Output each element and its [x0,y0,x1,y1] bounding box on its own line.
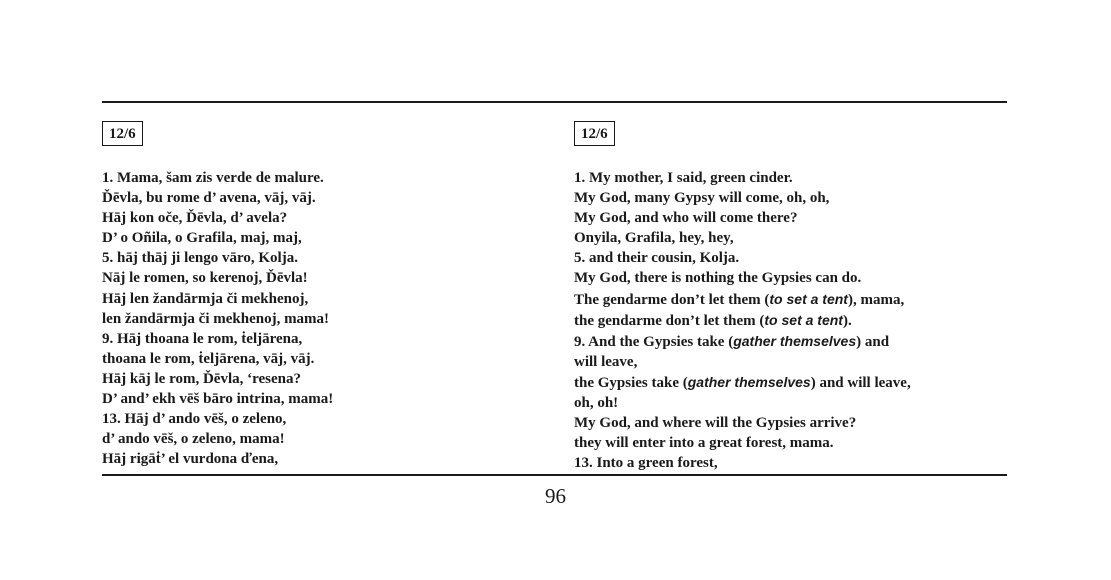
original-text-column [102,121,542,469]
translated-lyrics [574,168,1014,473]
translation-column [574,121,1014,473]
translation-text: ). [842,312,852,329]
lyric-line: D’ o Oñila, o Grafila, maj, maj, [102,230,302,247]
translation-text: oh, oh! [574,395,619,412]
translation-line [574,168,1014,188]
translation-text: will leave, [574,353,638,370]
translation-line [574,268,1014,288]
translation-line [574,453,1014,473]
top-rule [102,101,1007,103]
lyric-line: len žandārmja či mekhenoj, mama! [102,310,330,327]
gloss-italic: to set a tent [764,311,843,328]
translation-text: ) and [856,333,890,350]
lyric-line: 13. Hāj d’ ando vēš, o zeleno, [102,411,287,428]
translation-text: 5. and their cousin, Kolja. [574,250,740,267]
translation-line [574,310,1014,331]
translation-text: Onyila, Grafila, hey, hey, [574,230,734,247]
lyric-line: Hāj len žandārmja či mekhenoj, [102,290,309,307]
translation-text: the gendarme don’t let them ( [574,312,765,329]
lyric-line: D’ and’ ekh vēš bāro intrina, mama! [102,391,334,408]
song-number-label: 12/6 [102,121,143,146]
translation-text: 13. Into a green forest, [574,455,718,472]
translation-text: they will enter into a great forest, mama. [574,435,834,452]
lyric-line: thoana le rom, ṫeljārena, vāj, vāj. [102,350,315,367]
gloss-italic: gather themselves [687,373,811,390]
gloss-italic: to set a tent [769,290,848,307]
translation-text: 9. And the Gypsies take ( [574,333,734,350]
translation-line [574,208,1014,228]
lyric-line: 1. Mama, šam zis verde de malure. [102,170,324,186]
translation-line [574,372,1014,393]
translation-line [574,289,1014,310]
translation-line [574,331,1014,352]
translation-text: the Gypsies take ( [574,374,688,391]
translation-line [574,188,1014,208]
lyric-line: 9. Hāj thoana le rom, ṫeljārena, [102,330,303,347]
gloss-italic: gather themselves [733,332,857,349]
translation-text: ), mama, [847,291,905,308]
translation-text: 1. My mother, I said, green cinder. [574,170,793,186]
translation-text: My God, and where will the Gypsies arrive? [574,415,857,432]
translation-line [574,352,1014,372]
lyric-line: Nāj le romen, so kerenoj, Ďēvla! [102,270,308,287]
translation-text: My God, many Gypsy will come, oh, oh, [574,190,830,207]
translation-line [574,433,1014,453]
translation-text: ) and will leave, [810,374,911,391]
lyric-line: 5. hāj thāj ji lengo vāro, Kolja. [102,250,298,267]
translation-text: The gendarme don’t let them ( [574,291,770,308]
page-number: 96 [545,484,566,508]
translation-line [574,248,1014,268]
lyric-line: Ďēvla, bu rome d’ avena, vāj, vāj. [102,190,316,207]
translation-line [574,228,1014,248]
lyric-line: d’ ando vēš, o zeleno, mama! [102,431,285,448]
lyric-line: Hāj kon oče, Ďēvla, d’ avela? [102,210,288,227]
translation-text: My God, and who will come there? [574,210,798,227]
translation-line [574,413,1014,433]
translation-text: My God, there is nothing the Gypsies can do. [574,270,862,287]
translation-line [574,393,1014,413]
original-lyrics [102,168,542,469]
lyric-line: Hāj kāj le rom, Ďēvla, ‘resena? [102,370,301,387]
bottom-rule [102,474,1007,476]
song-number-label: 12/6 [574,121,615,146]
lyric-line: Hāj rigāṫ’ el vurdona ďena, [102,451,279,468]
